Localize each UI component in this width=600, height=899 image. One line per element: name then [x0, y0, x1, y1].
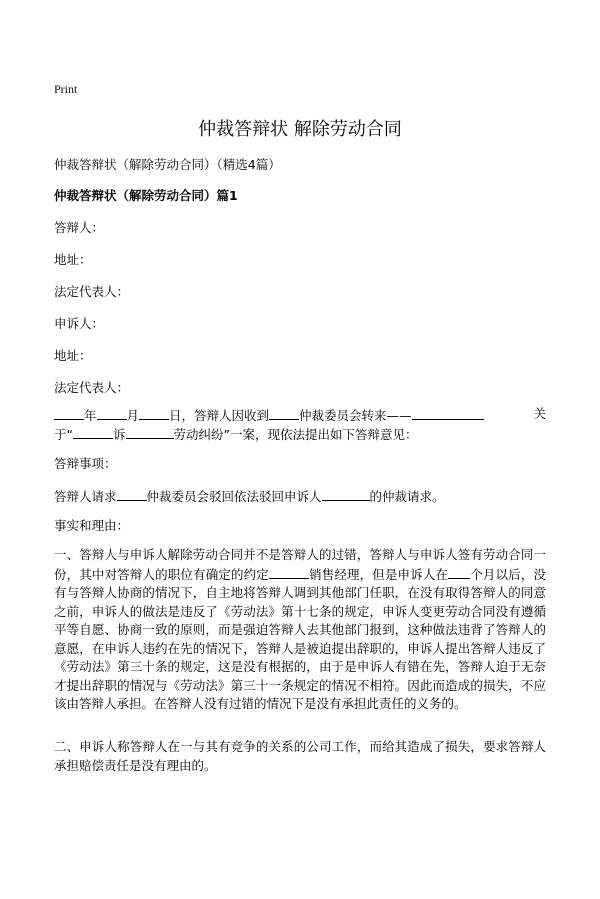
para1-a: 一、答辩人与申诉人解除劳动合同并不是答辩人的过错，答辩人与申诉人签有劳动合同一份，其中对答辩人的职位有确定的约定: [54, 547, 546, 582]
claimant-address-field: 地址：: [54, 348, 92, 363]
facts-heading: 事实和理由：: [54, 518, 130, 533]
intro-day-text: 日，答辩人因收到: [169, 408, 270, 423]
blank-day: [139, 406, 169, 420]
para1-b: 销售经理，但是申诉人在: [308, 566, 449, 582]
paragraph-1: [54, 546, 546, 714]
request-c: 的仲裁请求。: [369, 489, 445, 504]
intro-year: 年: [84, 408, 97, 423]
intro-month: 月: [126, 408, 140, 423]
claimant-field: 申诉人：: [54, 316, 105, 331]
blank-month: [97, 406, 127, 420]
respondent-rep-field: 法定代表人：: [54, 284, 130, 299]
blank-year: [54, 406, 84, 420]
blank-months: [448, 565, 470, 579]
blank-case: [412, 406, 484, 420]
intro-line2-b: 诉: [112, 427, 126, 442]
document-subtitle: 仲裁答辩状（解除劳动合同）（精选4篇）: [54, 157, 281, 172]
paragraph-2: 二、申诉人称答辩人在一与其有竞争的关系的公司工作，而给其造成了损失，要求答辩人承担赔偿责任是没有理由的。: [54, 739, 546, 773]
intro-line-1: [54, 406, 546, 424]
print-label[interactable]: Print: [54, 82, 78, 96]
blank-request-committee: [117, 487, 147, 501]
request-line: [54, 487, 445, 505]
blank-committee: [269, 406, 299, 420]
intro-line2-a: 于“: [54, 427, 73, 442]
request-a: 答辩人请求: [54, 489, 117, 504]
matters-heading: 答辩事项：: [54, 456, 117, 471]
blank-respondent-name: [126, 425, 174, 439]
para1-c: 个月以后，没有与答辩人协商的情况下，自主地将答辩人调到其他部门任职，在没有取得答辩人的同意之前，申诉人的做法是违反了《劳动法》第十七条的规定，申诉人变更劳动合同没有遵循平等自愿、协商一致的原则，而是强迫答辩人去其他部门报到，这种做法违背了答辩人的意愿，在申诉人违约在先的情况下，答辩人是被迫提出辞职的，申诉人提出答辩人违反了《劳动法》第三十条的规定，这是没有根据的，由于是申诉人有错在先，答辩人迫于无奈才提出辞职的情况与《劳动法》第三十一条规定的情况不相符。因此而造成的损失，不应该由答辩人承担。在答辩人没有过错的情况下是没有承担此责任的义务的。: [54, 566, 546, 711]
claimant-rep-field: 法定代表人：: [54, 380, 130, 395]
blank-request-claimant: [322, 487, 370, 501]
section-heading: 仲裁答辩状（解除劳动合同）篇1: [54, 188, 238, 203]
document-title: 仲裁答辩状 解除劳动合同: [198, 119, 402, 140]
intro-line2-c: 劳动纠纷”一案，现依法提出如下答辩意见：: [173, 427, 418, 442]
request-b: 仲裁委员会驳回依法驳回申诉人: [146, 489, 322, 504]
intro-about: 关: [533, 406, 546, 421]
respondent-address-field: 地址：: [54, 252, 92, 267]
blank-claimant-name: [73, 425, 113, 439]
intro-committee-text: 仲裁委员会转来——: [299, 408, 412, 423]
blank-position: [269, 565, 309, 579]
intro-line-2: [54, 425, 417, 443]
respondent-field: 答辩人：: [54, 220, 105, 235]
